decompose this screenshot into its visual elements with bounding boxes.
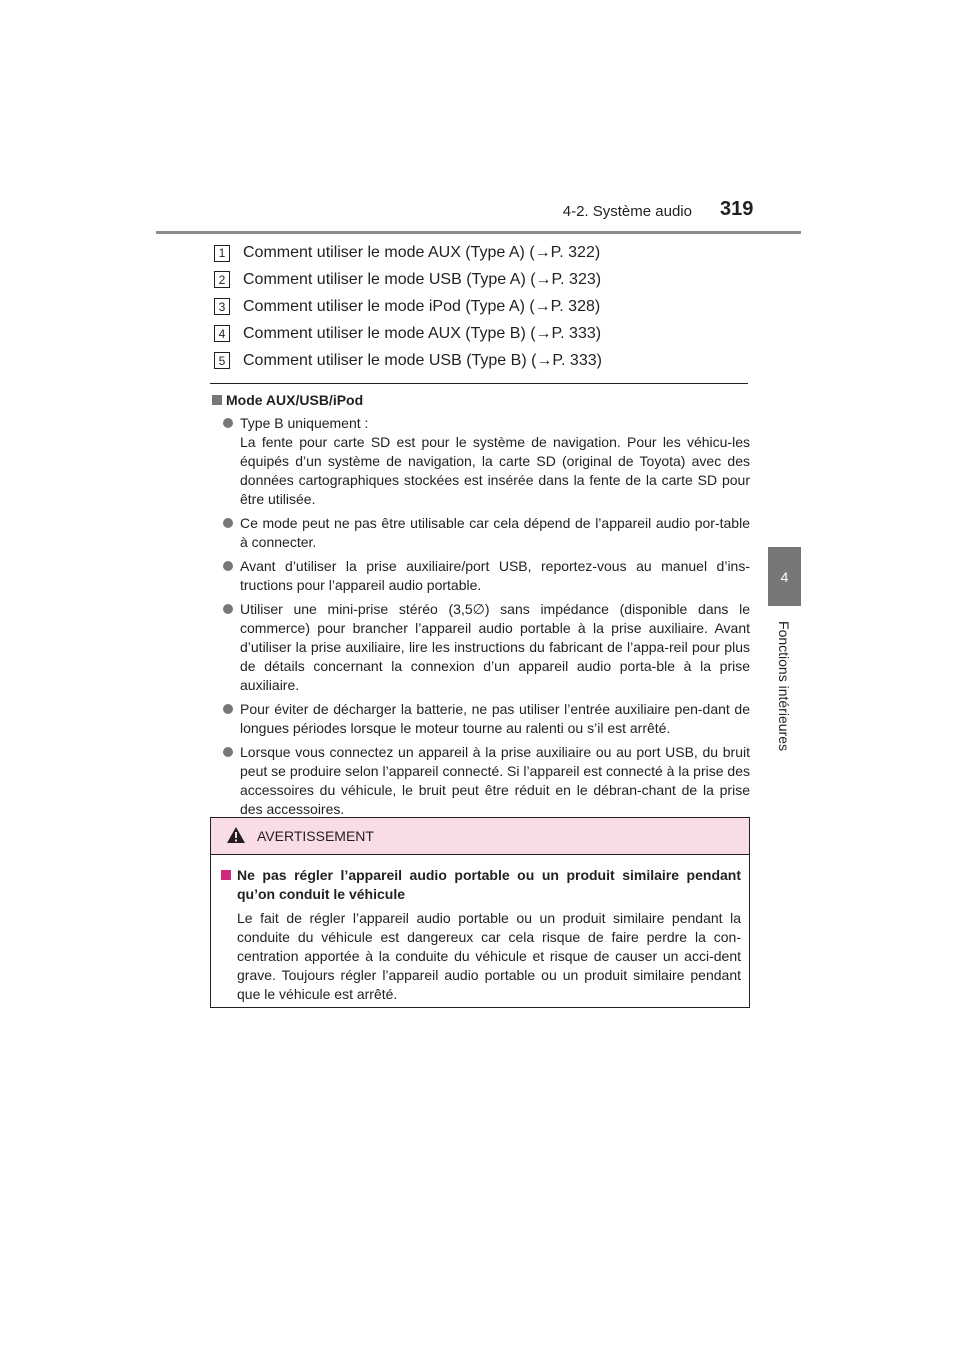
bullet-item — [222, 700, 750, 738]
step-number-badge: 1 — [214, 245, 230, 262]
step-item — [214, 321, 602, 347]
step-item — [214, 348, 602, 374]
step-text: Comment utiliser le mode USB (Type A) (→P. 323) — [243, 270, 602, 288]
bullet-list — [222, 414, 750, 824]
bullet-dot-icon — [223, 704, 233, 714]
step-item — [214, 267, 602, 293]
page-number: 319 — [720, 198, 754, 220]
step-number-badge: 3 — [214, 298, 230, 315]
warning-body — [211, 855, 749, 1004]
bullet-dot-icon — [223, 418, 233, 428]
bullet-dot-icon — [223, 518, 233, 528]
step-number-badge: 4 — [214, 325, 230, 342]
bullet-text: Ce mode peut ne pas être utilisable car cela dépend de l’appareil audio por-table à connecter. — [240, 515, 750, 550]
warning-triangle-icon — [226, 826, 246, 847]
warning-header — [211, 818, 749, 855]
section-title-text: Mode AUX/USB/iPod — [226, 392, 364, 408]
chapter-tab: 4 — [768, 547, 801, 606]
section-rule — [210, 383, 748, 384]
step-item — [214, 294, 602, 320]
warning-subtitle-text: Ne pas régler l’appareil audio portable ou un produit similaire pendant qu’on conduit le véhicule — [237, 867, 741, 902]
bullet-text: Lorsque vous connectez un appareil à la prise auxiliaire ou au port USB, du bruit peut se produire selon l’appareil connecté. Si l’appareil est connecté à la prise des accessoires du véhicule, le bruit peut être réduit en le débran-chant de la prise des accessoires. — [240, 744, 750, 817]
section-title — [212, 392, 363, 408]
bullet-text: Avant d’utiliser la prise auxiliaire/port USB, reportez-vous au manuel d’ins-tructions pour l’appareil audio portable. — [240, 558, 750, 593]
square-bullet-icon — [221, 870, 231, 880]
header-section-title: 4-2. Système audio — [562, 203, 692, 220]
bullet-item — [222, 514, 750, 552]
bullet-text: Pour éviter de décharger la batterie, ne pas utiliser l’entrée auxiliaire pen-dant de longues périodes lorsque le moteur tourne au ralenti ou s’il est arrêté. — [240, 701, 750, 736]
bullet-item — [222, 414, 750, 509]
chapter-title: Fonctions intérieures — [776, 621, 792, 751]
warning-text: Le fait de régler l’appareil audio portable ou un produit similaire pendant la conduite du véhicule est dangereux car cela risque de faire perdre la con-centration apportée à la conduite du véhicule et risque de causer un acci-dent grave. Toujours régler l’appareil audio portable ou un produit similaire pendant que le véhicule est arrêté. — [237, 910, 741, 1002]
bullet-dot-icon — [223, 561, 233, 571]
step-text: Comment utiliser le mode USB (Type B) (→P. 333) — [243, 351, 602, 369]
bullet-text: Type B uniquement : La fente pour carte SD est pour le système de navigation. Pour les véhicu-les équipés d’un système de navigation, la carte SD (original de Toyota) avec des données cartographiques stockées est insérée dans la fente de la carte SD pour être utilisée. — [240, 415, 750, 507]
step-item — [214, 240, 602, 266]
bullet-dot-icon — [223, 604, 233, 614]
bullet-item — [222, 600, 750, 695]
warning-subtitle — [221, 866, 741, 904]
step-number-badge: 2 — [214, 271, 230, 288]
bullet-dot-icon — [223, 747, 233, 757]
square-bullet-icon — [212, 395, 222, 405]
step-number-badge: 5 — [214, 352, 230, 369]
step-text: Comment utiliser le mode iPod (Type A) (→P. 328) — [243, 297, 601, 315]
step-text: Comment utiliser le mode AUX (Type B) (→P. 333) — [243, 324, 602, 342]
bullet-item — [222, 743, 750, 819]
bullet-text: Utiliser une mini-prise stéréo (3,5∅) sans impédance (disponible dans le commerce) pour brancher l’appareil audio portable à la prise auxiliaire. Avant d’utiliser la prise auxiliaire, lire les instructions du fabricant de l’appa-reil pour plus de détails concernant la connexion d’un appareil audio porta-ble à la prise auxiliaire. — [240, 601, 750, 693]
warning-heading: AVERTISSEMENT — [257, 828, 374, 844]
step-text: Comment utiliser le mode AUX (Type A) (→P. 322) — [243, 244, 601, 261]
header-rule — [156, 231, 801, 234]
steps-list — [214, 240, 602, 374]
bullet-item — [222, 557, 750, 595]
warning-box — [210, 817, 750, 1008]
